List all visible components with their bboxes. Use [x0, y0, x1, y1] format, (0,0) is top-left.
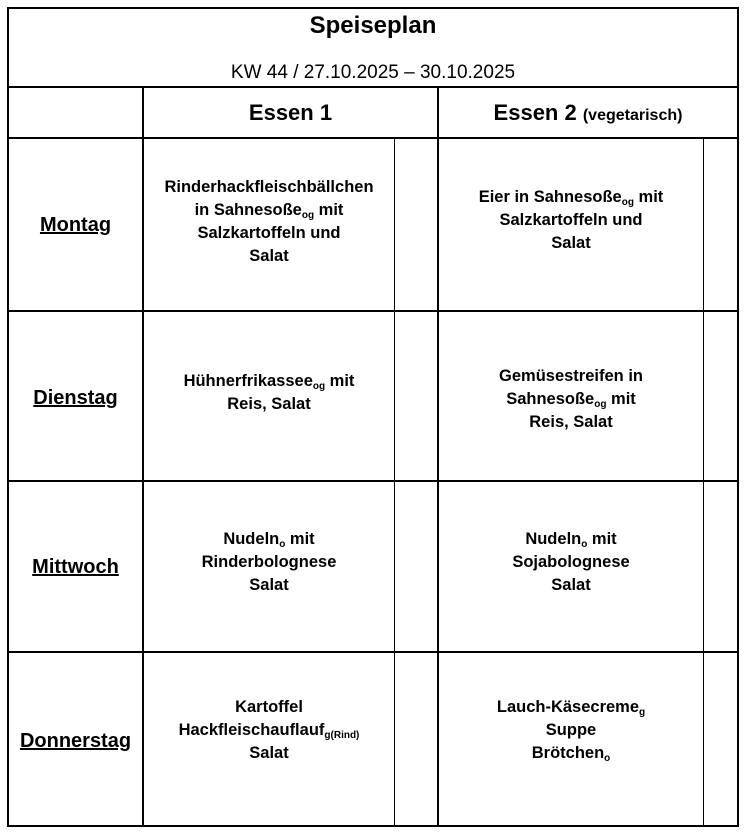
- meal-line: in Sahnesoße$_{og}$ mit: [194, 201, 344, 221]
- meal-line: Suppe: [545, 721, 597, 739]
- meal-cell: [439, 529, 703, 598]
- day-label-dienstag: Dienstag: [33, 387, 118, 409]
- meal-line: Rinderbolognese: [201, 553, 337, 571]
- row-divider: [9, 651, 737, 653]
- meal-line: Nudeln$_o$ mit: [223, 530, 315, 550]
- column-header-meal1: [144, 98, 437, 128]
- meal-line: Salat: [249, 744, 289, 762]
- meal-line: Sahnesoße$_{og}$ mit: [506, 390, 636, 410]
- meal-line: Kartoffel: [235, 698, 303, 716]
- meal-cell: [144, 697, 394, 766]
- week-range: KW 44 / 27.10.2025 – 30.10.2025: [230, 62, 516, 83]
- meal-line: Eier in Sahnesoße$_{og}$ mit: [478, 188, 664, 208]
- narrow-column-divider: [394, 139, 395, 825]
- meal-cell: [144, 529, 394, 598]
- meal-line: Brötchen$_o$: [531, 744, 611, 764]
- meal-cell: [439, 366, 703, 435]
- meal-line: Sojabolognese: [512, 553, 630, 571]
- meal-line: Lauch-Käsecreme$_g$: [496, 698, 646, 718]
- meal-cell: [439, 697, 703, 766]
- column-header-meal2: [439, 98, 737, 131]
- row-divider: [9, 137, 737, 139]
- meal-line: Reis, Salat: [529, 413, 613, 431]
- meal-line: Salat: [551, 234, 591, 252]
- meal-line: Rinderhackfleischbällchen: [164, 178, 374, 196]
- meal-line: Salat: [551, 576, 591, 594]
- column-header-note: (vegetarisch): [582, 107, 683, 124]
- meal-line: Reis, Salat: [227, 395, 311, 413]
- day-label-donnerstag: Donnerstag: [19, 730, 132, 752]
- meal-cell: [144, 177, 394, 269]
- meal-line: Salzkartoffeln und: [197, 224, 341, 242]
- day-label-montag: Montag: [39, 214, 112, 236]
- meal-line: Hühnerfrikassee$_{og}$ mit: [183, 372, 355, 392]
- row-divider: [9, 480, 737, 482]
- meal-line: Salzkartoffeln und: [499, 211, 643, 229]
- day-label-mittwoch: Mittwoch: [32, 556, 119, 578]
- meal-line: Nudeln$_o$ mit: [525, 530, 617, 550]
- column-header-label: Essen 1: [248, 100, 333, 125]
- meal-line: Gemüsestreifen in: [499, 367, 643, 385]
- meal-cell: [439, 187, 703, 256]
- row-divider: [9, 86, 737, 88]
- narrow-column-divider: [703, 139, 704, 825]
- page-title: Speiseplan: [309, 12, 437, 39]
- meal-cell: [144, 371, 394, 417]
- column-header-label: Essen 2: [493, 100, 577, 125]
- row-divider: [9, 310, 737, 312]
- meal-line: Salat: [249, 576, 289, 594]
- meal-line: Hackfleischauflauf$_{g(Rind)}$: [178, 721, 360, 741]
- meal-line: Salat: [249, 247, 289, 265]
